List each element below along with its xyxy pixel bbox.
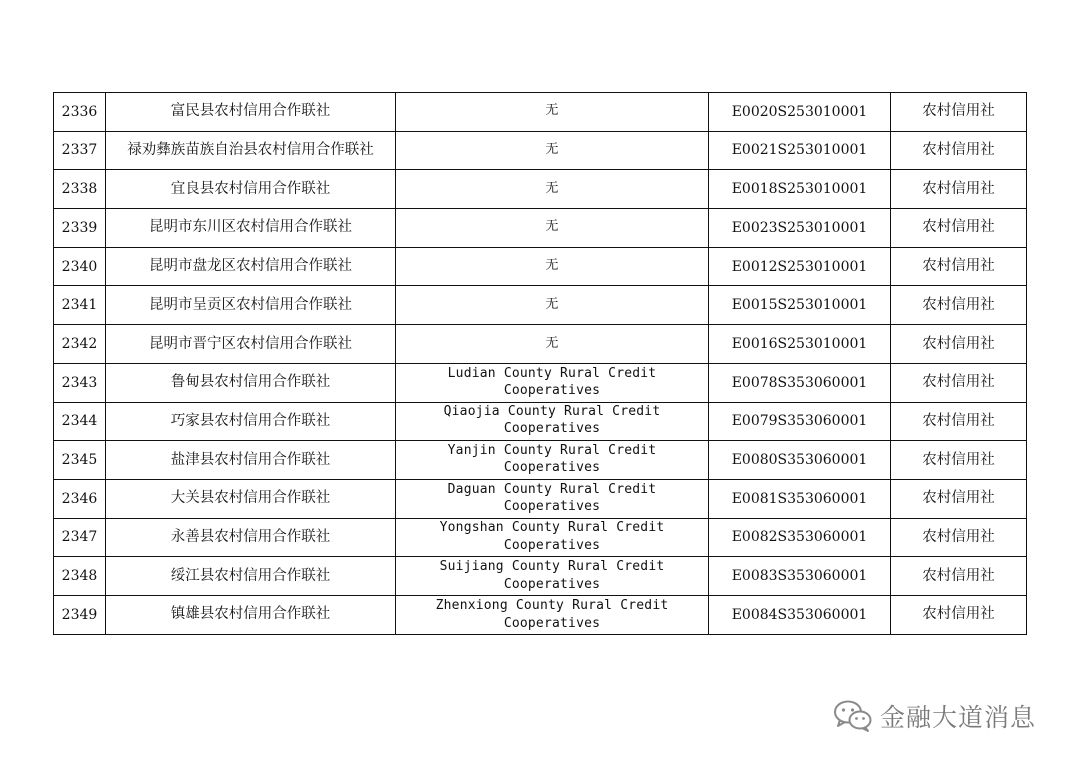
institution-name-cn: 昆明市东川区农村信用合作联社: [106, 209, 396, 248]
institution-table: [53, 92, 1027, 635]
institution-code: E0080S353060001: [709, 441, 891, 480]
institution-name-cn: 镇雄县农村信用合作联社: [106, 595, 396, 634]
institution-name-en: Yongshan County Rural Credit Cooperatives: [396, 518, 709, 557]
institution-code: E0020S253010001: [709, 93, 891, 132]
table-row: [54, 557, 1027, 596]
institution-name-en: 无: [396, 325, 709, 364]
institution-type: 农村信用社: [891, 247, 1027, 286]
row-number: 2346: [54, 479, 106, 518]
table-row: [54, 209, 1027, 248]
institution-name-cn: 鲁甸县农村信用合作联社: [106, 363, 396, 402]
institution-name-en: Ludian County Rural Credit Cooperatives: [396, 363, 709, 402]
table-row: [54, 93, 1027, 132]
row-number: 2340: [54, 247, 106, 286]
institution-name-cn: 宜良县农村信用合作联社: [106, 170, 396, 209]
row-number: 2337: [54, 131, 106, 170]
table-row: [54, 518, 1027, 557]
institution-name-cn: 昆明市晋宁区农村信用合作联社: [106, 325, 396, 364]
institution-type: 农村信用社: [891, 286, 1027, 325]
row-number: 2341: [54, 286, 106, 325]
institution-type: 农村信用社: [891, 363, 1027, 402]
institution-code: E0023S253010001: [709, 209, 891, 248]
table-row: [54, 325, 1027, 364]
row-number: 2338: [54, 170, 106, 209]
row-number: 2343: [54, 363, 106, 402]
institution-code: E0016S253010001: [709, 325, 891, 364]
table-row: [54, 402, 1027, 441]
institution-type: 农村信用社: [891, 557, 1027, 596]
table-row: [54, 286, 1027, 325]
table-row: [54, 170, 1027, 209]
institution-name-en: Yanjin County Rural Credit Cooperatives: [396, 441, 709, 480]
table-row: [54, 441, 1027, 480]
institution-name-cn: 大关县农村信用合作联社: [106, 479, 396, 518]
table-row: [54, 131, 1027, 170]
institution-type: 农村信用社: [891, 93, 1027, 132]
watermark: [832, 696, 1036, 736]
institution-type: 农村信用社: [891, 441, 1027, 480]
table-body: [54, 93, 1027, 635]
institution-code: E0081S353060001: [709, 479, 891, 518]
institution-code: E0015S253010001: [709, 286, 891, 325]
institution-type: 农村信用社: [891, 209, 1027, 248]
row-number: 2348: [54, 557, 106, 596]
institution-type: 农村信用社: [891, 518, 1027, 557]
row-number: 2342: [54, 325, 106, 364]
institution-type: 农村信用社: [891, 595, 1027, 634]
row-number: 2345: [54, 441, 106, 480]
institution-name-en: 无: [396, 170, 709, 209]
institution-code: E0012S253010001: [709, 247, 891, 286]
institution-code: E0078S353060001: [709, 363, 891, 402]
wechat-icon: [832, 698, 874, 734]
table-row: [54, 479, 1027, 518]
institution-name-en: Daguan County Rural Credit Cooperatives: [396, 479, 709, 518]
institution-code: E0021S253010001: [709, 131, 891, 170]
institution-name-en: 无: [396, 93, 709, 132]
institution-name-cn: 昆明市盘龙区农村信用合作联社: [106, 247, 396, 286]
institution-name-cn: 禄劝彝族苗族自治县农村信用合作联社: [106, 131, 396, 170]
institution-name-cn: 绥江县农村信用合作联社: [106, 557, 396, 596]
table-row: [54, 363, 1027, 402]
institution-type: 农村信用社: [891, 479, 1027, 518]
institution-code: E0082S353060001: [709, 518, 891, 557]
institution-type: 农村信用社: [891, 325, 1027, 364]
institution-code: E0083S353060001: [709, 557, 891, 596]
institution-name-en: 无: [396, 247, 709, 286]
institution-code: E0018S253010001: [709, 170, 891, 209]
row-number: 2347: [54, 518, 106, 557]
watermark-text: 金融大道消息: [880, 703, 1037, 732]
institution-name-en: 无: [396, 131, 709, 170]
institution-name-cn: 巧家县农村信用合作联社: [106, 402, 396, 441]
institution-name-en: 无: [396, 209, 709, 248]
institution-name-en: 无: [396, 286, 709, 325]
institution-name-cn: 盐津县农村信用合作联社: [106, 441, 396, 480]
row-number: 2336: [54, 93, 106, 132]
row-number: 2349: [54, 595, 106, 634]
institution-name-en: Zhenxiong County Rural Credit Cooperatives: [396, 595, 709, 634]
institution-name-en: Suijiang County Rural Credit Cooperatives: [396, 557, 709, 596]
institution-code: E0079S353060001: [709, 402, 891, 441]
row-number: 2339: [54, 209, 106, 248]
institution-name-cn: 富民县农村信用合作联社: [106, 93, 396, 132]
row-number: 2344: [54, 402, 106, 441]
institution-type: 农村信用社: [891, 402, 1027, 441]
institution-type: 农村信用社: [891, 170, 1027, 209]
institution-type: 农村信用社: [891, 131, 1027, 170]
institution-name-en: Qiaojia County Rural Credit Cooperatives: [396, 402, 709, 441]
institution-code: E0084S353060001: [709, 595, 891, 634]
institution-name-cn: 永善县农村信用合作联社: [106, 518, 396, 557]
institution-name-cn: 昆明市呈贡区农村信用合作联社: [106, 286, 396, 325]
table-row: [54, 595, 1027, 634]
table-row: [54, 247, 1027, 286]
